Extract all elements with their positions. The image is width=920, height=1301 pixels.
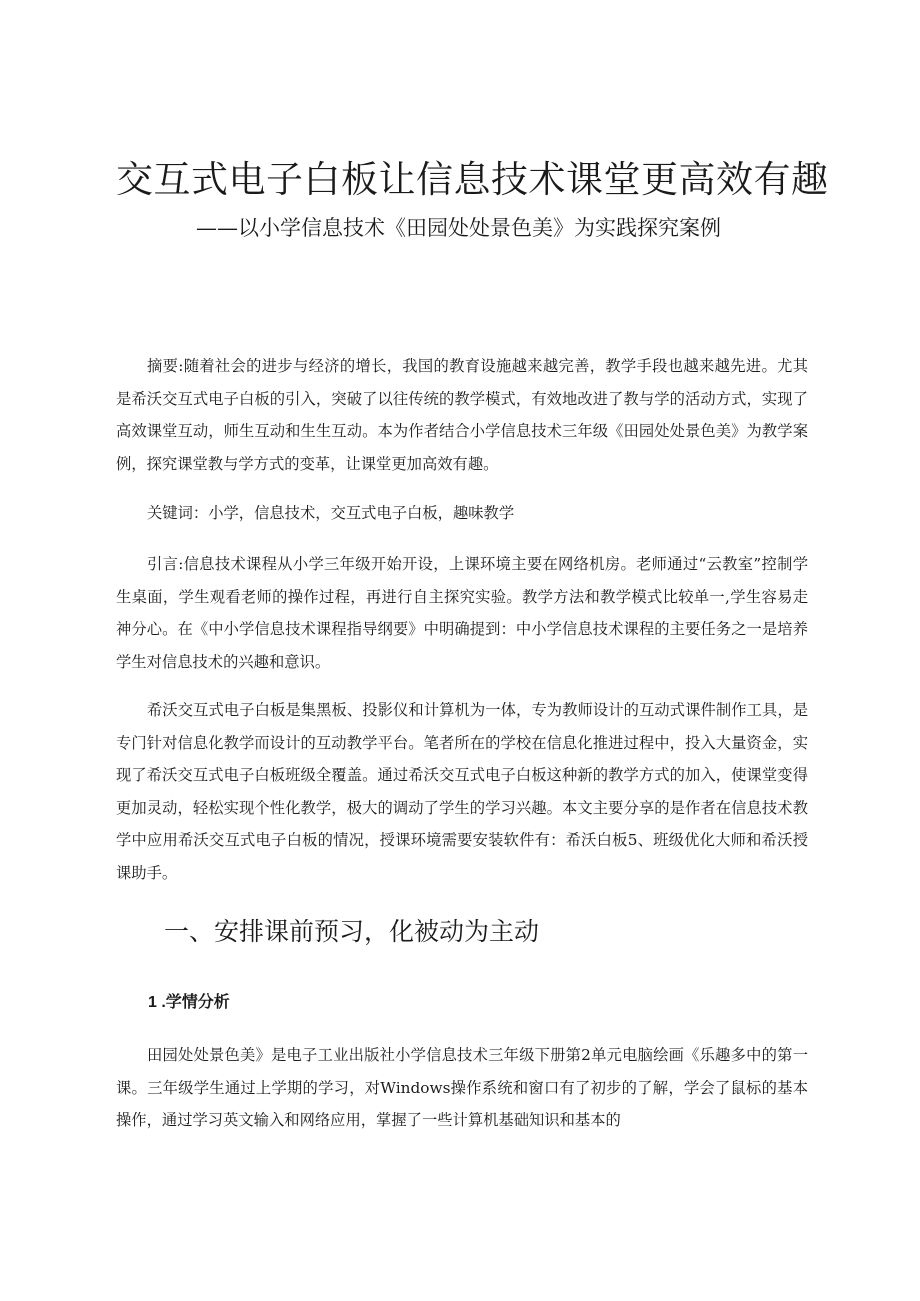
subsection-heading: 1 .学情分析	[148, 994, 230, 1011]
document-title: 交互式电子白板让信息技术课堂更高效有趣	[116, 158, 829, 201]
intro-paragraph: 引言:信息技术课程从小学三年级开始开设，上课环境主要在网络机房。老师通过“云教室”控制学生桌面，学生观看老师的操作过程，再进行自主探究实验。教学方法和教学模式比较单一,学生容易走神分心。在《中小学信息技术课程指导纲要》中明确提到：中小学信息技术课程的主要任务之一是培养学生对信息技术的兴趣和意识。	[116, 555, 808, 671]
keywords-paragraph: 关键词：小学，信息技术，交互式电子白板，趣味教学	[147, 504, 515, 522]
abstract-paragraph: 摘要:随着社会的进步与经济的增长，我国的教育设施越来越完善，教学手段也越来越先进。尤其是希沃交互式电子白板的引入，突破了以往传统的教学模式，有效地改进了教与学的活动方式，实现了高效课堂互动，师生互动和生生互动。本为作者结合小学信息技术三年级《田园处处景色美》为教学案例，探究课堂教与学方式的变革，让课堂更加高效有趣。	[116, 357, 808, 473]
whiteboard-paragraph: 希沃交互式电子白板是集黑板、投影仪和计算机为一体，专为教师设计的互动式课件制作工具，是专门针对信息化教学而设计的互动教学平台。笔者所在的学校在信息化推进过程中，投入大量资金，实现了希沃交互式电子白板班级全覆盖。通过希沃交互式电子白板这种新的教学方式的加入，使课堂变得更加灵动，轻松实现个性化教学，极大的调动了学生的学习兴趣。本文主要分享的是作者在信息技术教学中应用希沃交互式电子白板的情况，授课环境需要安装软件有：希沃白板5、班级优化大师和希沃授课助手。	[116, 701, 808, 882]
section-heading: 一、安排课前预习，化被动为主动	[164, 917, 540, 946]
analysis-paragraph: 田园处处景色美》是电子工业出版社小学信息技术三年级下册第2单元电脑绘画《乐趣多中的第一课。三年级学生通过上学期的学习，对Windows操作系统和窗口有了初步的了解，学会了鼠标的基本操作，通过学习英文输入和网络应用，掌握了一些计算机基础知识和基本的	[116, 1046, 808, 1130]
document-subtitle: ——以小学信息技术《田园处处景色美》为实践探究案例	[196, 216, 721, 240]
